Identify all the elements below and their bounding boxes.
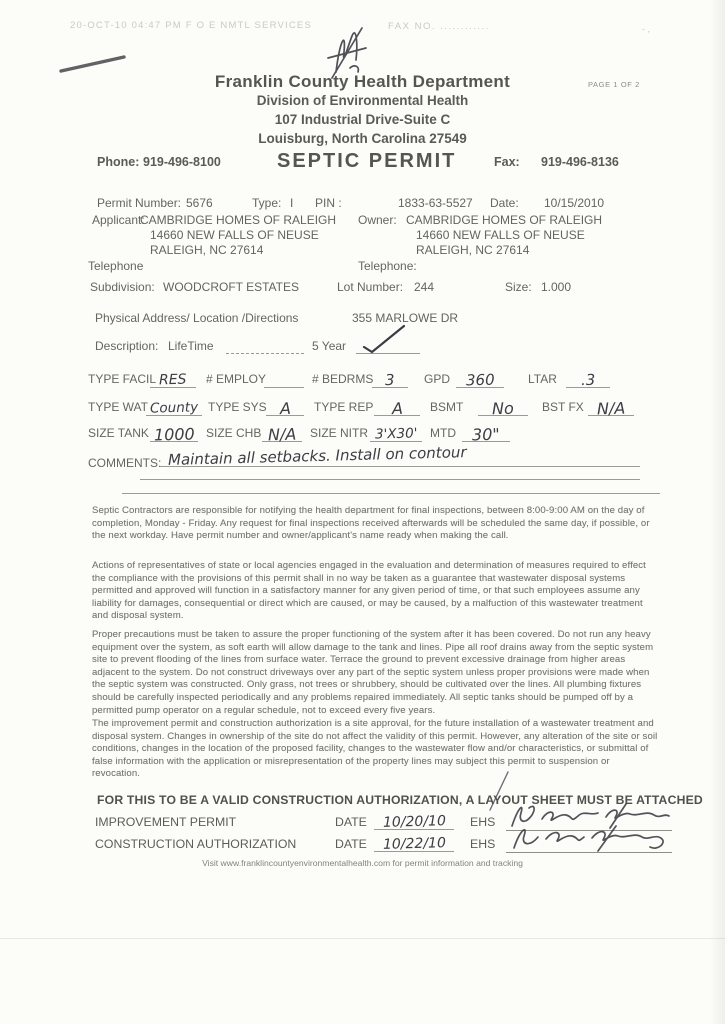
mtd-label: MTD bbox=[430, 426, 456, 440]
gpd-line bbox=[456, 370, 504, 388]
bsmt-value: No bbox=[491, 398, 515, 419]
street-address: 107 Industrial Drive-Suite C bbox=[274, 112, 451, 127]
lot-number-value: 244 bbox=[414, 280, 435, 294]
improvement-permit-label: IMPROVEMENT PERMIT bbox=[95, 815, 237, 829]
bedrms-label: # BEDRMS bbox=[312, 372, 374, 386]
paragraph-no-guarantee: Actions of representatives of state or local agencies engaged in the evaluation and determination of measures required to effect the compliance with the provisions of this permit shall in no way be taken as a guarantee that wastewater disposal systems permitted and approved will function in a satisfactory manner for any given period of time, or that such employees assume any liability for damages, consequential or direct which are caused, or may be caused, by a malfuction of this wastewater treatment and disposal system. bbox=[92, 560, 646, 622]
bst-fx-value: N/A bbox=[596, 398, 626, 419]
permit-number-value: 5676 bbox=[186, 196, 213, 210]
five-year-option-label: 5 Year bbox=[312, 339, 347, 353]
size-chb-line bbox=[262, 424, 302, 445]
employ-label: # EMPLOY bbox=[206, 372, 267, 386]
construction-date-value: 10/22/10 bbox=[382, 835, 446, 853]
telephone-right-label: Telephone: bbox=[358, 259, 417, 273]
comments-line3 bbox=[122, 493, 660, 494]
size-nitr-label: SIZE NITR bbox=[310, 426, 369, 440]
bsmt-line bbox=[478, 398, 528, 419]
size-chb-label: SIZE CHB bbox=[206, 426, 262, 440]
comments-line1 bbox=[160, 443, 640, 469]
type-sys-label: TYPE SYS bbox=[208, 400, 267, 414]
applicant-label: Applicant: bbox=[92, 213, 145, 227]
phone-label: Phone: bbox=[97, 155, 140, 169]
type-label: Type: bbox=[252, 196, 282, 210]
improvement-date-value: 10/20/10 bbox=[382, 813, 446, 831]
paragraph-final-inspections: Septic Contractors are responsible for notifying the health department for final inspections, between 8:00-9:00 AM on the day of completion, Monday - Friday. Any request for final inspections received afterwards will be scheduled the same day, if possible, or the next workday. Have permit number and owner/applicant's name ready when making the call. bbox=[92, 505, 650, 542]
paragraph-site-approval: The improvement permit and construction authorization is a site approval, for the future installation of a wastewater treatment and disposal system. Changes in ownership of the site do not affect the validity of this permit. However, any alteration of the site or soil conditions, changes in the location of the proposed facility, changes to the wastewater flow and/or characteristics, or submittal of false information with the application or misrepresentation of the property lines may subject this permit to suspension or revocation. bbox=[92, 718, 658, 780]
division-subtitle: Division of Environmental Health bbox=[256, 93, 469, 108]
type-sys-value: A bbox=[279, 398, 291, 419]
fax-transmission-header-right: FAX NO. ............ bbox=[388, 21, 490, 32]
size-tank-line bbox=[150, 424, 198, 445]
construction-ehs-label: EHS bbox=[470, 837, 496, 851]
ltar-value: .3 bbox=[580, 370, 596, 390]
applicant-name: CAMBRIDGE HOMES OF RALEIGH bbox=[140, 213, 337, 227]
size-tank-value: 1000 bbox=[153, 424, 195, 445]
owner-address-line1: 14660 NEW FALLS OF NEUSE bbox=[416, 228, 585, 242]
applicant-address-line2: RALEIGH, NC 27614 bbox=[150, 243, 264, 257]
bst-fx-line bbox=[588, 398, 634, 419]
mtd-value: 30" bbox=[471, 424, 501, 445]
size-label: Size: bbox=[505, 280, 532, 294]
pin-value: 1833-63-5527 bbox=[398, 196, 473, 210]
department-title: Franklin County Health Department bbox=[214, 72, 511, 91]
ltar-line bbox=[566, 370, 610, 388]
type-rep-label: TYPE REP bbox=[314, 400, 374, 414]
gpd-value: 360 bbox=[465, 370, 495, 390]
fax-label: Fax: bbox=[494, 155, 520, 169]
improvement-date-label: DATE bbox=[335, 815, 367, 829]
five-year-checkmark bbox=[360, 323, 408, 355]
phone-number: 919-496-8100 bbox=[143, 155, 221, 169]
size-tank-label: SIZE TANK bbox=[88, 426, 149, 440]
date-label: Date: bbox=[490, 196, 519, 210]
type-facil-value: RES bbox=[159, 371, 187, 389]
owner-label: Owner: bbox=[358, 213, 397, 227]
applicant-address-line1: 14660 NEW FALLS OF NEUSE bbox=[150, 228, 319, 242]
type-facil-line bbox=[150, 370, 196, 388]
bsmt-label: BSMT bbox=[430, 400, 464, 414]
fax-transmission-header-mark: - , bbox=[642, 24, 650, 34]
paragraph-proper-precautions: Proper precautions must be taken to assure the proper functioning of the system after it has been covered. Do not run any heavy equipment over the system, as soft earth will allow damage to the tank and lines. Pipe all roof drains away from the septic system site to prevent flooding of the lines from surface water. Terrace the ground to prevent excessive drainage from higher areas adjacent to the system. Do not construct driveways over any part of the septic system unless proper provisions were made when the septic system was constructed. Only grass, not trees or shrubbery, should be cultivated over the lines. All plumbing fixtures should be carefully inspected periodically and any problems repaired immediately. All septic tanks should be pumped off by a permitted pump operator on a regular schedule, not to exceed every five years. bbox=[92, 629, 654, 716]
description-label: Description: bbox=[95, 339, 159, 353]
size-nitr-line bbox=[370, 424, 422, 442]
lifetime-blank-line bbox=[226, 338, 304, 354]
size-value: 1.000 bbox=[541, 280, 572, 294]
ltar-label: LTAR bbox=[528, 372, 557, 386]
date-value: 10/15/2010 bbox=[544, 196, 605, 210]
bedrms-value: 3 bbox=[384, 370, 395, 390]
layout-sheet-notice: FOR THIS TO BE A VALID CONSTRUCTION AUTHORIZATION, A LAYOUT SHEET MUST BE ATTACHED bbox=[97, 793, 703, 807]
type-rep-value: A bbox=[391, 398, 403, 419]
fax-transmission-header-left: 20-OCT-10 04:47 PM F O E NMTL SERVICES bbox=[70, 20, 312, 31]
type-wat-line bbox=[146, 398, 202, 416]
size-nitr-value: 3'X30' bbox=[374, 425, 418, 443]
type-value: I bbox=[290, 196, 294, 210]
gpd-label: GPD bbox=[424, 372, 451, 386]
subdivision-label: Subdivision: bbox=[90, 280, 155, 294]
telephone-left-label: Telephone bbox=[88, 259, 144, 273]
type-sys-line bbox=[266, 398, 304, 419]
document-title: SEPTIC PERMIT bbox=[277, 150, 457, 172]
scan-streak-artifact bbox=[0, 938, 725, 939]
page-number-label: PAGE 1 OF 2 bbox=[588, 80, 640, 89]
physical-address-value: 355 MARLOWE DR bbox=[352, 311, 459, 325]
comments-handwritten: Maintain all setbacks. Install on contour bbox=[167, 443, 467, 469]
pin-label: PIN : bbox=[315, 196, 342, 210]
lifetime-option-label: LifeTime bbox=[168, 339, 214, 353]
bedrms-line bbox=[372, 370, 408, 388]
construction-ehs-signature bbox=[506, 824, 672, 853]
type-facil-label: TYPE FACIL bbox=[88, 372, 157, 386]
type-wat-value: County bbox=[149, 399, 199, 417]
permit-number-label: Permit Number: bbox=[97, 196, 182, 210]
type-rep-line bbox=[374, 398, 420, 419]
lot-number-label: Lot Number: bbox=[337, 280, 404, 294]
type-wat-label: TYPE WAT bbox=[88, 400, 148, 414]
construction-date-line bbox=[374, 834, 454, 852]
size-chb-value: N/A bbox=[267, 424, 297, 445]
fax-number: 919-496-8136 bbox=[541, 155, 619, 169]
comments-line2 bbox=[140, 479, 640, 480]
owner-name: CAMBRIDGE HOMES OF RALEIGH bbox=[406, 213, 603, 227]
construction-date-label: DATE bbox=[335, 837, 367, 851]
subdivision-value: WOODCROFT ESTATES bbox=[163, 280, 300, 294]
physical-address-label: Physical Address/ Location /Directions bbox=[95, 311, 299, 325]
improvement-date-line bbox=[374, 812, 454, 830]
construction-authorization-label: CONSTRUCTION AUTHORIZATION bbox=[95, 837, 297, 851]
city-state-zip: Louisburg, North Carolina 27549 bbox=[258, 131, 467, 146]
website-footer: Visit www.franklincountyenvironmentalhealth.com for permit information and tracking bbox=[202, 858, 523, 868]
comments-label: COMMENTS: bbox=[88, 456, 162, 470]
mtd-line bbox=[462, 424, 510, 445]
owner-address-line2: RALEIGH, NC 27614 bbox=[416, 243, 530, 257]
improvement-ehs-label: EHS bbox=[470, 815, 496, 829]
employ-line bbox=[264, 370, 304, 388]
bst-fx-label: BST FX bbox=[542, 400, 584, 414]
